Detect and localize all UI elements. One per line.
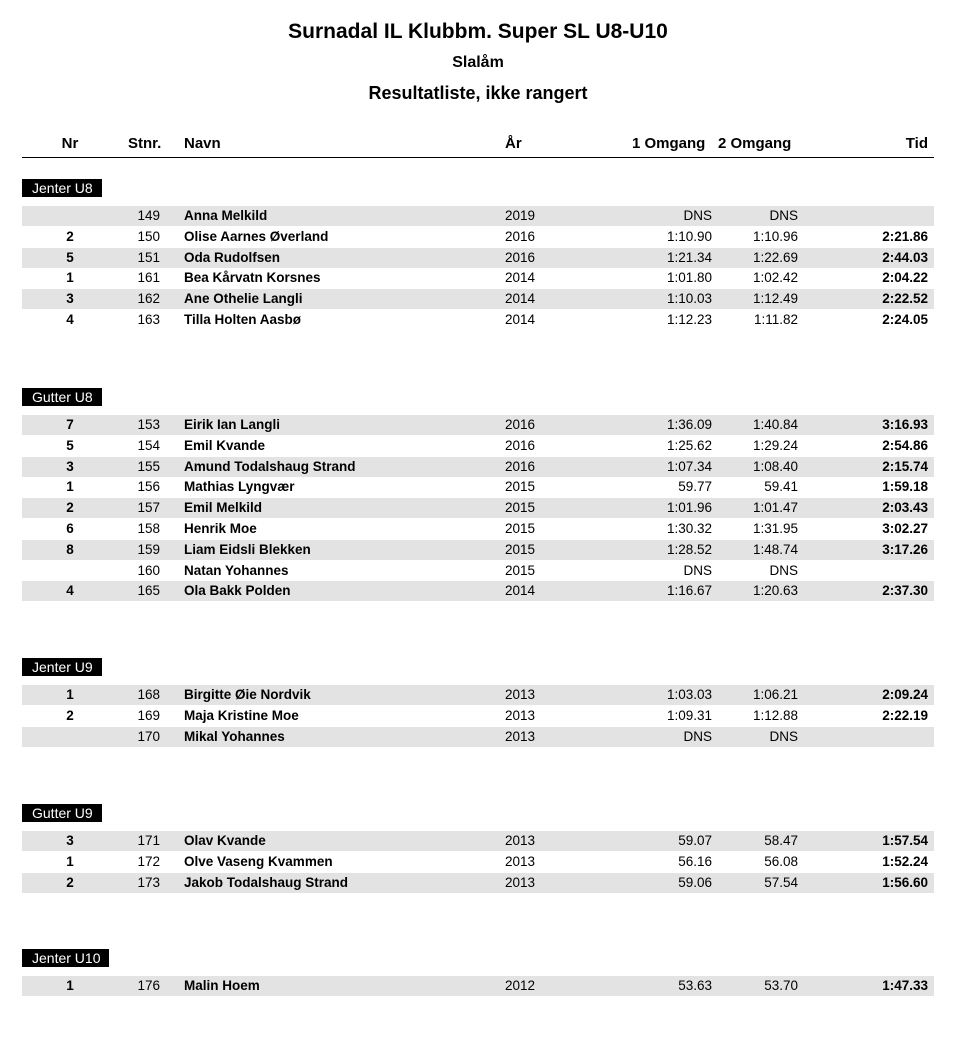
bib-cell: 155 (137, 458, 160, 474)
run1-cell: 1:21.34 (666, 249, 712, 265)
run2-cell: 59.41 (764, 479, 798, 495)
run2-cell: 1:29.24 (752, 437, 798, 453)
place-cell: 2 (66, 228, 74, 244)
run1-cell: 1:01.96 (666, 500, 712, 516)
bib-cell: 149 (137, 208, 160, 223)
run1-cell: 1:10.03 (666, 291, 712, 307)
name-cell: Ane Othelie Langli (184, 291, 303, 307)
year-cell: 2014 (505, 312, 536, 327)
run1-cell: DNS (683, 728, 712, 744)
name-cell: Olise Aarnes Øverland (184, 228, 329, 244)
place-cell: 1 (66, 479, 74, 495)
run2-cell: 1:40.84 (752, 417, 798, 432)
run2-cell: 56.08 (764, 853, 798, 869)
place-cell: 2 (66, 500, 74, 516)
bib-cell: 154 (137, 437, 160, 453)
run2-cell: 58.47 (764, 833, 798, 848)
bib-cell: 153 (137, 417, 160, 432)
name-cell: Oda Rudolfsen (184, 249, 281, 265)
result-row (22, 477, 934, 497)
run1-cell: 1:30.32 (666, 521, 712, 536)
total-time-cell: 2:03.43 (882, 500, 928, 516)
total-time-cell: 2:24.05 (882, 312, 928, 327)
result-row (22, 227, 934, 247)
run2-cell: 1:02.42 (752, 270, 798, 286)
name-cell: Birgitte Øie Nordvik (184, 687, 311, 702)
place-cell: 1 (66, 270, 74, 286)
run2-cell: 1:31.95 (752, 521, 798, 536)
result-row (22, 457, 934, 477)
name-cell: Natan Yohannes (184, 562, 289, 578)
bib-cell: 173 (137, 874, 160, 890)
run2-cell: DNS (769, 562, 798, 578)
total-time-cell: 1:52.24 (882, 853, 928, 869)
year-cell: 2016 (505, 417, 536, 432)
place-cell: 5 (66, 249, 74, 265)
run1-cell: DNS (683, 562, 712, 578)
result-row (22, 873, 934, 893)
discipline-subtitle: Slalåm (452, 54, 504, 71)
bib-cell: 162 (137, 291, 160, 307)
result-row (22, 561, 934, 581)
group-label: Jenter U10 (22, 949, 109, 967)
run2-cell: 57.54 (764, 874, 798, 890)
name-cell: Olav Kvande (184, 833, 266, 848)
run2-cell: 1:48.74 (752, 541, 798, 557)
total-time-cell: 2:21.86 (882, 228, 928, 244)
bib-cell: 151 (137, 249, 160, 265)
name-cell: Ola Bakk Polden (184, 583, 291, 599)
bib-cell: 168 (137, 687, 160, 702)
bib-cell: 158 (137, 521, 160, 536)
total-time-cell: 2:37.30 (882, 583, 928, 599)
bib-cell: 150 (137, 228, 160, 244)
result-row (22, 436, 934, 456)
place-cell: 1 (66, 853, 74, 869)
result-row (22, 498, 934, 518)
run2-cell: 1:08.40 (752, 458, 798, 474)
place-cell: 1 (66, 978, 74, 993)
result-row (22, 519, 934, 539)
name-cell: Anna Melkild (184, 208, 268, 223)
page-title: Surnadal IL Klubbm. Super SL U8-U10 (288, 20, 668, 43)
place-cell: 2 (66, 707, 74, 723)
bib-cell: 169 (137, 707, 160, 723)
place-cell: 4 (66, 583, 74, 599)
result-row (22, 706, 934, 726)
bib-cell: 171 (137, 833, 160, 848)
result-row (22, 727, 934, 747)
result-row (22, 248, 934, 268)
result-row (22, 831, 934, 851)
col-header-nr: Nr (61, 135, 79, 152)
place-cell: 8 (66, 541, 74, 557)
name-cell: Eirik Ian Langli (184, 417, 281, 432)
year-cell: 2015 (505, 541, 536, 557)
year-cell: 2013 (505, 687, 536, 702)
year-cell: 2016 (505, 437, 536, 453)
name-cell: Emil Kvande (184, 437, 266, 453)
bib-cell: 156 (137, 479, 160, 495)
name-cell: Amund Todalshaug Strand (184, 458, 356, 474)
total-time-cell: 2:04.22 (882, 270, 928, 286)
group-label: Gutter U9 (22, 804, 102, 822)
bib-cell: 161 (137, 270, 160, 286)
place-cell: 3 (66, 291, 74, 307)
run2-cell: 1:01.47 (752, 500, 798, 516)
bib-cell: 170 (137, 728, 160, 744)
name-cell: Mathias Lyngvær (184, 479, 295, 495)
run1-cell: 1:16.67 (666, 583, 712, 599)
year-cell: 2013 (505, 833, 536, 848)
place-cell: 1 (66, 687, 74, 702)
place-cell: 2 (66, 874, 74, 890)
col-header-tid: Tid (905, 135, 928, 152)
bib-cell: 160 (137, 562, 160, 578)
bib-cell: 159 (137, 541, 160, 557)
year-cell: 2012 (505, 978, 536, 993)
year-cell: 2019 (505, 208, 536, 223)
run1-cell: 1:28.52 (666, 541, 712, 557)
col-header-ar: År (505, 135, 522, 152)
year-cell: 2015 (505, 562, 536, 578)
run2-cell: 1:12.88 (752, 707, 798, 723)
col-header-navn: Navn (184, 135, 221, 152)
name-cell: Malin Hoem (184, 978, 260, 993)
header-divider (22, 157, 934, 158)
total-time-cell: 3:16.93 (882, 417, 928, 432)
run1-cell: 59.07 (678, 833, 712, 848)
place-cell: 3 (66, 458, 74, 474)
name-cell: Henrik Moe (184, 521, 257, 536)
result-row (22, 206, 934, 226)
run1-cell: 1:10.90 (666, 228, 712, 244)
result-row (22, 540, 934, 560)
run2-cell: 1:10.96 (752, 228, 798, 244)
run1-cell: 1:01.80 (666, 270, 712, 286)
run2-cell: 1:12.49 (752, 291, 798, 307)
year-cell: 2016 (505, 249, 536, 265)
name-cell: Liam Eidsli Blekken (184, 541, 311, 557)
year-cell: 2013 (505, 707, 536, 723)
run1-cell: 1:09.31 (666, 707, 712, 723)
result-row (22, 852, 934, 872)
place-cell: 6 (66, 521, 74, 536)
result-row (22, 268, 934, 288)
total-time-cell: 1:47.33 (882, 978, 928, 993)
name-cell: Olve Vaseng Kvammen (184, 853, 333, 869)
name-cell: Tilla Holten Aasbø (184, 312, 302, 327)
result-row (22, 289, 934, 309)
year-cell: 2016 (505, 458, 536, 474)
bib-cell: 176 (137, 978, 160, 993)
run1-cell: 1:36.09 (666, 417, 712, 432)
total-time-cell: 1:56.60 (882, 874, 928, 890)
total-time-cell: 3:02.27 (882, 521, 928, 536)
run2-cell: 1:06.21 (752, 687, 798, 702)
year-cell: 2014 (505, 291, 536, 307)
name-cell: Maja Kristine Moe (184, 707, 299, 723)
total-time-cell: 2:22.19 (882, 707, 928, 723)
bib-cell: 172 (137, 853, 160, 869)
run1-cell: 56.16 (678, 853, 712, 869)
name-cell: Jakob Todalshaug Strand (184, 874, 349, 890)
col-header-omgang2: 2 Omgang (718, 135, 792, 152)
group-label: Jenter U8 (22, 179, 102, 197)
result-row (22, 685, 934, 705)
name-cell: Mikal Yohannes (184, 728, 285, 744)
total-time-cell: 2:54.86 (882, 437, 928, 453)
year-cell: 2014 (505, 583, 536, 599)
year-cell: 2015 (505, 521, 536, 536)
result-row (22, 415, 934, 435)
year-cell: 2013 (505, 728, 536, 744)
name-cell: Emil Melkild (184, 500, 263, 516)
total-time-cell: 2:22.52 (882, 291, 928, 307)
run1-cell: 1:07.34 (666, 458, 712, 474)
year-cell: 2015 (505, 479, 536, 495)
place-cell: 3 (66, 833, 74, 848)
total-time-cell: 1:59.18 (882, 479, 928, 495)
bib-cell: 157 (137, 500, 160, 516)
run2-cell: 1:11.82 (753, 312, 798, 327)
run1-cell: 59.06 (678, 874, 712, 890)
year-cell: 2015 (505, 500, 536, 516)
run2-cell: DNS (769, 208, 798, 223)
list-subtitle: Resultatliste, ikke rangert (368, 83, 588, 103)
result-row (22, 581, 934, 601)
run2-cell: 1:22.69 (752, 249, 798, 265)
group-label: Jenter U9 (22, 658, 102, 676)
year-cell: 2013 (505, 853, 536, 869)
place-cell: 7 (66, 417, 74, 432)
col-header-stnr: Stnr. (128, 135, 162, 152)
run1-cell: 1:12.23 (666, 312, 712, 327)
group-label: Gutter U8 (22, 388, 102, 406)
bib-cell: 165 (137, 583, 160, 599)
total-time-cell: 2:44.03 (882, 249, 928, 265)
run1-cell: 1:03.03 (666, 687, 712, 702)
run2-cell: 1:20.63 (752, 583, 798, 599)
run1-cell: DNS (683, 208, 712, 223)
total-time-cell: 2:09.24 (882, 687, 928, 702)
run2-cell: DNS (769, 728, 798, 744)
total-time-cell: 1:57.54 (882, 833, 928, 848)
place-cell: 4 (66, 312, 74, 327)
year-cell: 2013 (505, 874, 536, 890)
name-cell: Bea Kårvatn Korsnes (184, 270, 321, 286)
run1-cell: 59.77 (678, 479, 712, 495)
year-cell: 2014 (505, 270, 536, 286)
result-row (22, 310, 934, 330)
year-cell: 2016 (505, 228, 536, 244)
bib-cell: 163 (137, 312, 160, 327)
place-cell: 5 (66, 437, 74, 453)
total-time-cell: 3:17.26 (882, 541, 928, 557)
col-header-omgang1: 1 Omgang (632, 135, 706, 152)
result-row (22, 976, 934, 996)
total-time-cell: 2:15.74 (882, 458, 928, 474)
run2-cell: 53.70 (764, 978, 798, 993)
run1-cell: 53.63 (678, 978, 712, 993)
run1-cell: 1:25.62 (666, 437, 712, 453)
